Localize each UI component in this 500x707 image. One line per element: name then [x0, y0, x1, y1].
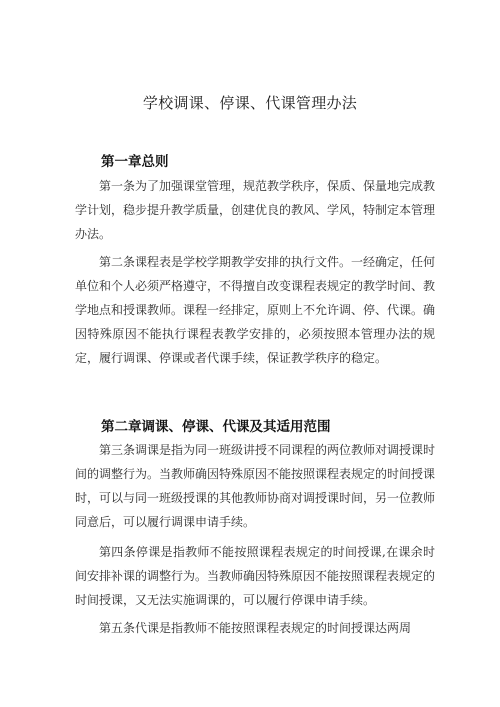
document-title: 学校调课、停课、代课管理办法	[142, 94, 358, 112]
article-3-paragraph: 第三条调课是指为同一班级讲授不同课程的两位教师对调授课时间的调整行为。当教师确因特殊原因不能按照课程表规定的时间授课时，可以与同一班级授课的其他教师协商对调授课时间，另一位教师同意后，可以履行调课申请手续。	[75, 443, 436, 529]
article-1-paragraph: 第一条为了加强课堂管理，规范教学秩序，保质、保量地完成教学计划，稳步提升教学质量，创建优良的教风、学风，特制定本管理办法。	[75, 179, 436, 241]
article-5-paragraph: 第五条代课是指教师不能按照课程表规定的时间授课达两周	[99, 621, 412, 635]
article-4-paragraph: 第四条停课是指教师不能按照课程表规定的时间授课,在课余时间安排补课的调整行为。当教师确因特殊原因不能按照课程表规定的时间授课，又无法实施调课的，可以履行停课申请手续。	[75, 545, 436, 607]
chapter-1-heading: 第一章总则	[101, 154, 169, 170]
article-2-paragraph: 第二条课程表是学校学期教学安排的执行文件。一经确定，任何单位和个人必须严格遵守，不得擅自改变课程表规定的教学时间、教学地点和授课教师。课程一经排定，原则上不允许调、停、代课。确因特殊原因不能执行课程表教学安排的，必须按照本管理办法的规定，履行调课、停课或者代课手续，保证教学秩序的稳定。	[75, 255, 436, 365]
chapter-2-heading: 第二章调课、停课、代课及其适用范围	[101, 419, 331, 435]
